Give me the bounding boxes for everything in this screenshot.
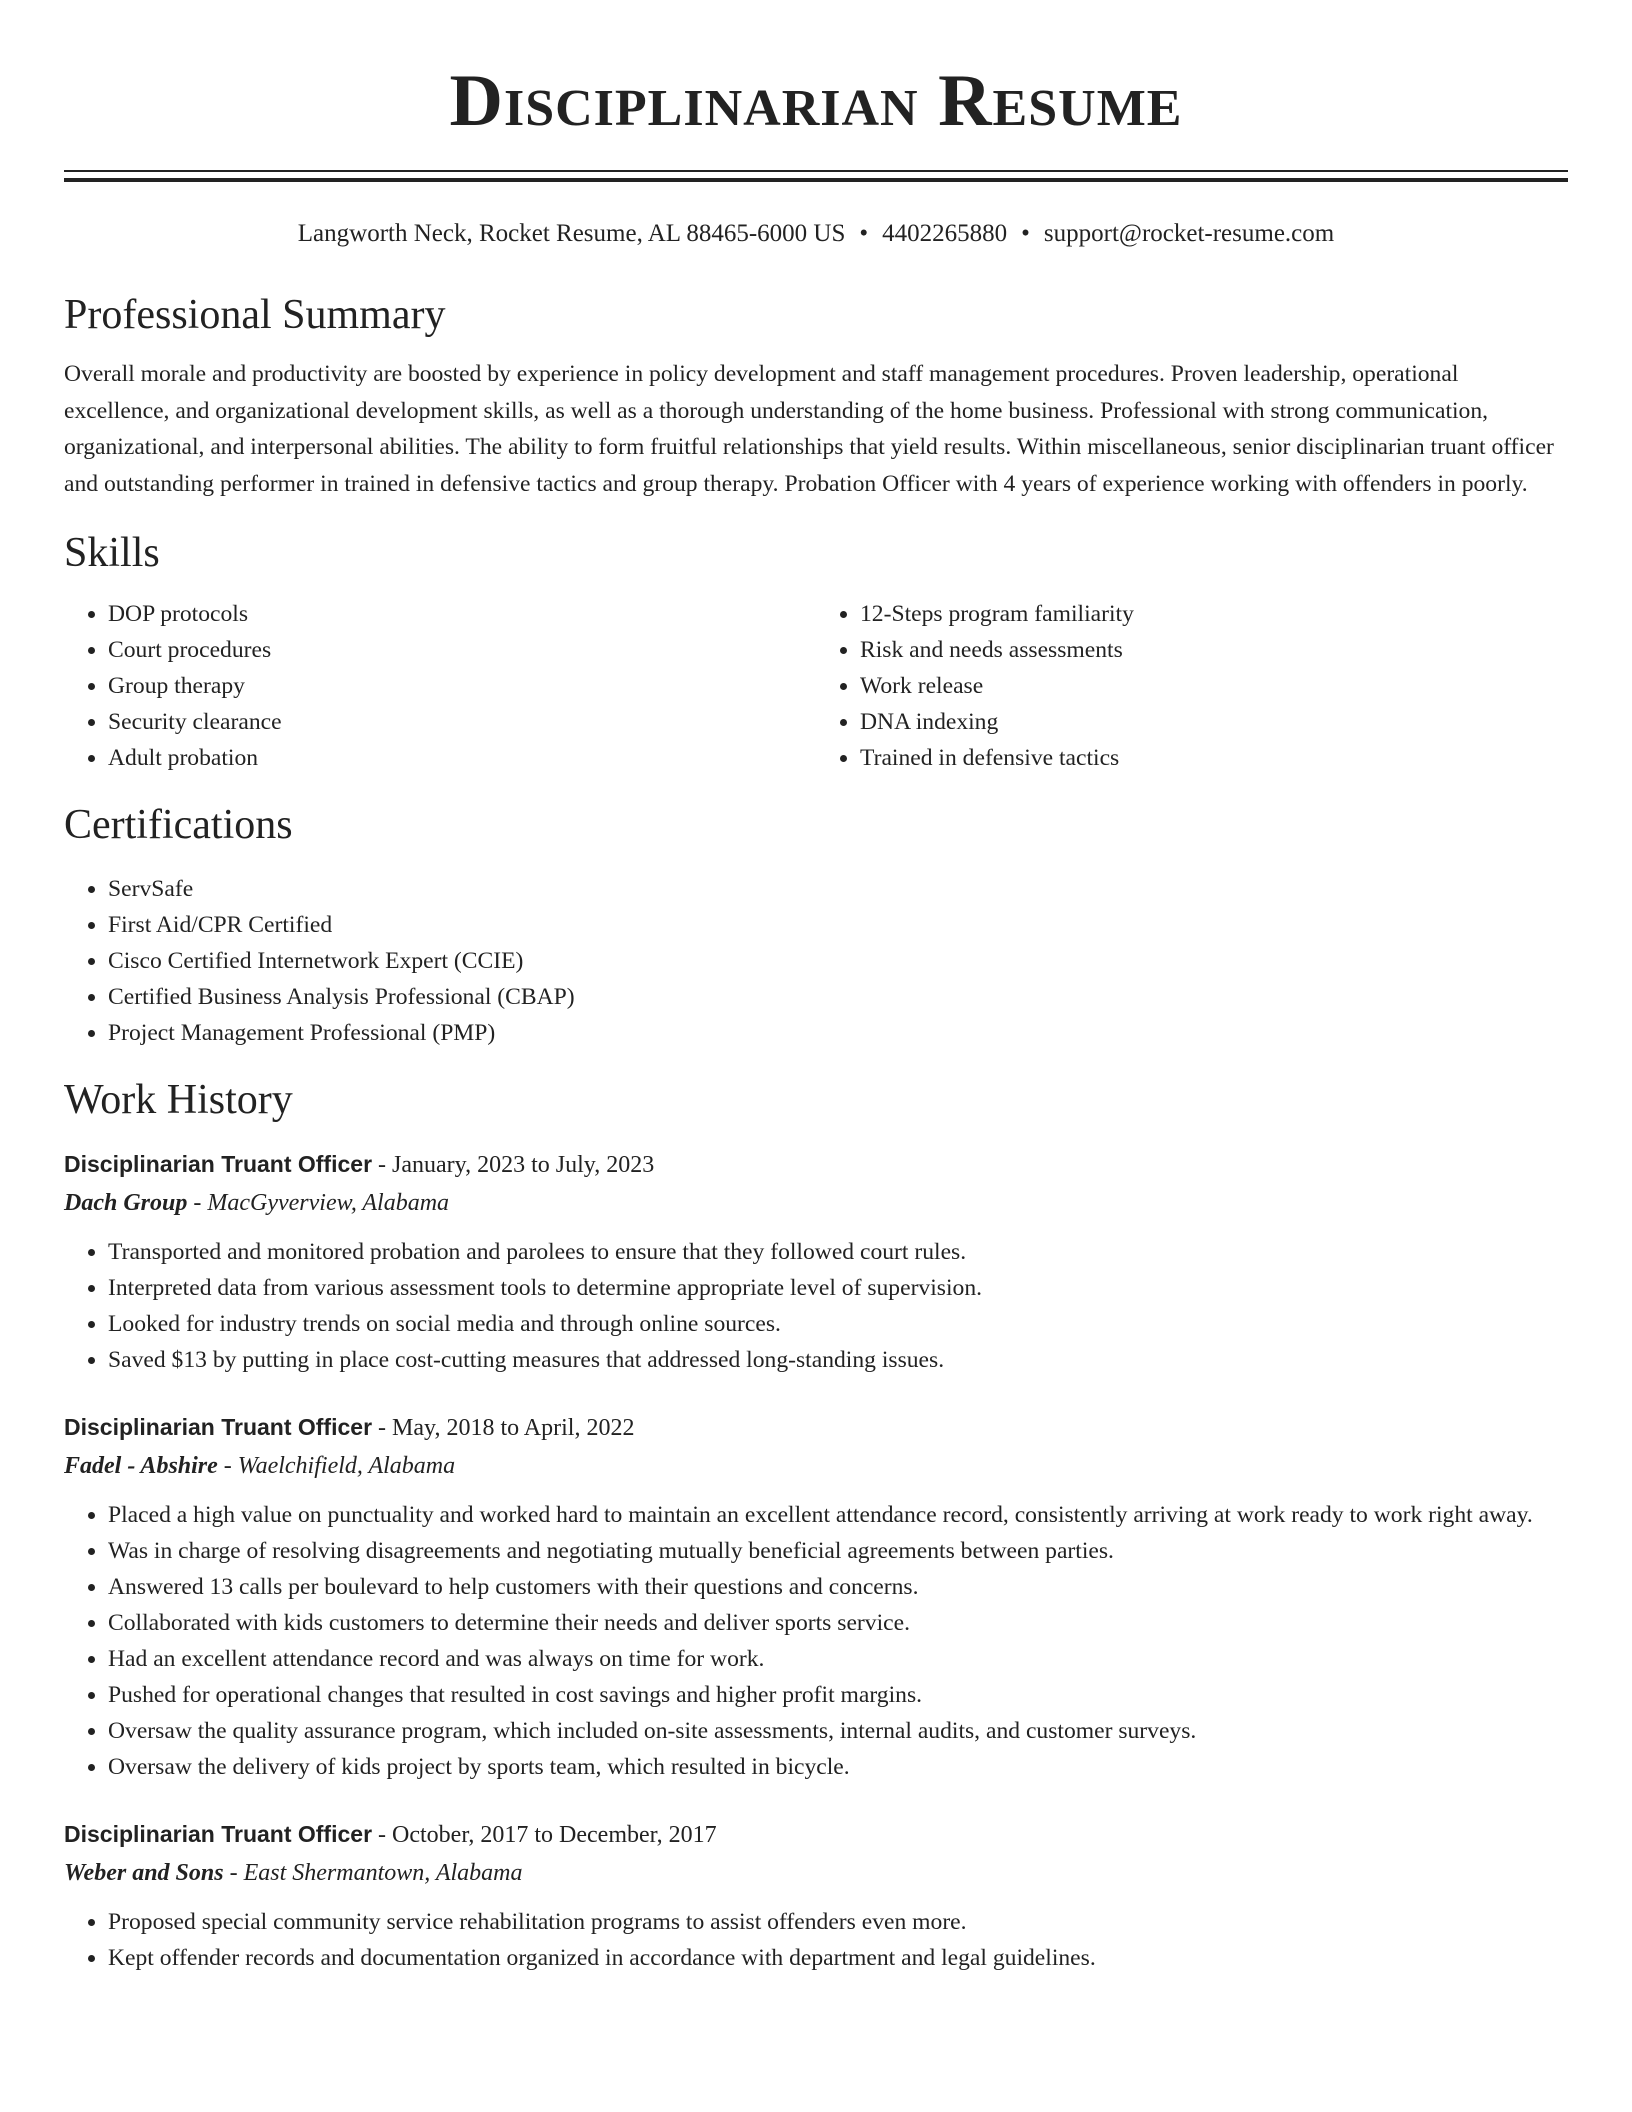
job-bullets: [64, 1497, 1568, 1785]
title-rule-thin: [64, 170, 1568, 172]
work-history-heading: Work History: [64, 1076, 293, 1123]
job-company-line: Dach Group - MacGyverview, Alabama: [64, 1189, 450, 1216]
job-company: Weber and Sons: [64, 1859, 224, 1886]
skill-item: • DNA indexing: [860, 704, 1568, 740]
certification-item: • ServSafe: [108, 871, 1568, 907]
skill-item: • Risk and needs assessments: [860, 632, 1568, 668]
job-bullet: • Proposed special community service rehabilitation programs to assist offenders even more.: [108, 1904, 1568, 1940]
skill-item: • Adult probation: [108, 740, 816, 776]
job-bullet: • Interpreted data from various assessment tools to determine appropriate level of supervision.: [108, 1270, 1568, 1306]
skills-heading: Skills: [64, 530, 160, 577]
job-bullet: • Placed a high value on punctuality and worked hard to maintain an excellent attendance record, consistently arriving at work ready to work right away.: [108, 1497, 1568, 1533]
job-bullet: • Looked for industry trends on social media and through online sources.: [108, 1306, 1568, 1342]
contact-separator: •: [1021, 220, 1030, 247]
resume-page: [64, 0, 1568, 1976]
skill-item: • Court procedures: [108, 632, 816, 668]
job-title-line: Disciplinarian Truant Officer - January, 2023 to July, 2023: [64, 1150, 655, 1178]
skill-item: • 12-Steps program familiarity: [860, 596, 1568, 632]
skills-list-right: [816, 596, 1568, 776]
contact-address: Langworth Neck, Rocket Resume, AL 88465-6000 US: [297, 220, 846, 247]
job-title-line: Disciplinarian Truant Officer - May, 2018 to April, 2022: [64, 1413, 635, 1441]
job-bullet: • Saved $13 by putting in place cost-cutting measures that addressed long-standing issues.: [108, 1342, 1568, 1378]
job-entry: [64, 1145, 1568, 1378]
contact-line: [64, 218, 1568, 250]
job-bullet: • Had an excellent attendance record and was always on time for work.: [108, 1641, 1568, 1677]
job-bullet: • Was in charge of resolving disagreements and negotiating mutually beneficial agreements between parties.: [108, 1533, 1568, 1569]
job-company-line: Fadel - Abshire - Waelchifield, Alabama: [64, 1452, 456, 1479]
job-entry: [64, 1408, 1568, 1785]
skill-item: • Trained in defensive tactics: [860, 740, 1568, 776]
skills-list-left: [64, 596, 816, 776]
job-bullet: • Collaborated with kids customers to determine their needs and deliver sports service.: [108, 1605, 1568, 1641]
summary-heading: Professional Summary: [64, 292, 446, 338]
skill-item: • Security clearance: [108, 704, 816, 740]
summary-text: Overall morale and productivity are boosted by experience in policy development and staff management procedures. Proven leadership, operational excellence, and organizational development skills, as well as a thorough understanding of the home business. Professional with strong communication, organizational, and interpersonal abilities. The ability to form fruitful relationships that yield results. Within miscellaneous, senior disciplinarian truant officer and outstanding performer in trained in defensive tactics and group therapy. Probation Officer with 4 years of experience working with offenders in poorly.: [64, 361, 1554, 497]
job-bullet: • Kept offender records and documentation organized in accordance with department and legal guidelines.: [108, 1940, 1568, 1976]
certifications-heading: Certifications: [64, 802, 293, 849]
job-dates: January, 2023 to July, 2023: [392, 1151, 655, 1178]
skill-item: • Work release: [860, 668, 1568, 704]
job-bullet: • Transported and monitored probation and parolees to ensure that they followed court rules.: [108, 1234, 1568, 1270]
skills-columns: [64, 596, 1568, 776]
job-bullets: [64, 1904, 1568, 1976]
certification-item: • Cisco Certified Internetwork Expert (CCIE): [108, 943, 1568, 979]
job-title: Disciplinarian Truant Officer: [64, 1413, 373, 1440]
certifications-list: [64, 871, 1568, 1051]
job-title-line: Disciplinarian Truant Officer - October, 2017 to December, 2017: [64, 1820, 717, 1848]
job-title: Disciplinarian Truant Officer: [64, 1150, 373, 1177]
job-dates: May, 2018 to April, 2022: [392, 1414, 635, 1441]
certification-item: • Project Management Professional (PMP): [108, 1015, 1568, 1051]
page-title: Disciplinarian Resume: [449, 60, 1183, 142]
contact-phone: 4402265880: [882, 220, 1008, 247]
skill-item: • Group therapy: [108, 668, 816, 704]
contact-separator: •: [859, 220, 869, 247]
job-company: Fadel - Abshire: [64, 1452, 218, 1479]
job-company: Dach Group: [64, 1189, 188, 1216]
job-company-line: Weber and Sons - East Shermantown, Alabama: [64, 1859, 523, 1886]
job-location: MacGyverview, Alabama: [207, 1189, 450, 1216]
job-location: East Shermantown, Alabama: [243, 1859, 523, 1886]
certification-item: • First Aid/CPR Certified: [108, 907, 1568, 943]
job-bullet: • Pushed for operational changes that resulted in cost savings and higher profit margins.: [108, 1677, 1568, 1713]
skill-item: • DOP protocols: [108, 596, 816, 632]
job-title: Disciplinarian Truant Officer: [64, 1820, 373, 1847]
contact-email: support@rocket-resume.com: [1043, 220, 1335, 247]
job-entry: [64, 1815, 1568, 1976]
certification-item: • Certified Business Analysis Professional (CBAP): [108, 979, 1568, 1015]
job-bullet: • Oversaw the quality assurance program, which included on-site assessments, internal audits, and customer surveys.: [108, 1713, 1568, 1749]
job-dates: October, 2017 to December, 2017: [392, 1821, 717, 1848]
job-bullet: • Oversaw the delivery of kids project by sports team, which resulted in bicycle.: [108, 1749, 1568, 1785]
job-location: Waelchifield, Alabama: [237, 1452, 456, 1479]
job-bullet: • Answered 13 calls per boulevard to help customers with their questions and concerns.: [108, 1569, 1568, 1605]
job-bullets: [64, 1234, 1568, 1378]
title-rule-thick: [64, 178, 1568, 182]
